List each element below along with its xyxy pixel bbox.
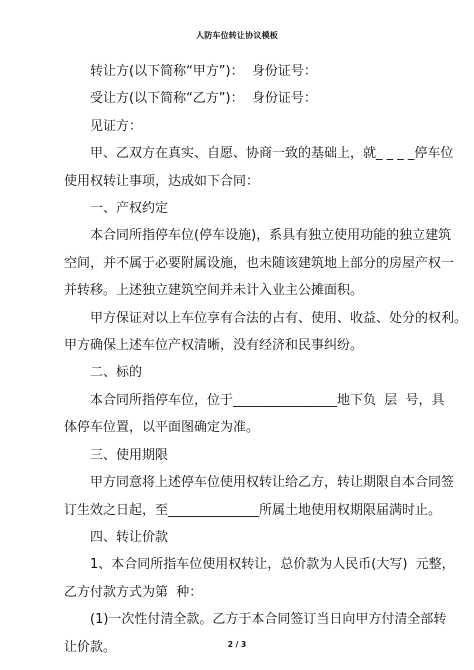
ownership-line-3: 并转移。上述独立建筑空间并未计入业主公摊面积。 [64, 283, 364, 299]
section-heading-price: 四、转让价款 [90, 529, 169, 545]
preamble-line-2: 使用权转让事项，达成如下合同： [64, 173, 260, 189]
page-number: 2 / 3 [227, 640, 247, 649]
subject-line-2: 体停车位置，以平面图确定为准。 [64, 420, 260, 436]
section-heading-term: 三、使用期限 [90, 447, 169, 463]
transferee-line: 受让方(以下简称“乙方”)： 身份证号： [90, 91, 317, 107]
section-heading-ownership: 一、产权约定 [90, 201, 169, 217]
term-line-1: 甲方同意将上述停车位使用权转让给乙方，转让期限自本合同签 [90, 475, 455, 491]
price-line-1: 1、本合同所指车位使用权转让，总价款为人民币(大写) 元整， [90, 557, 455, 573]
ownership-guarantee-line-1: 甲方保证对以上车位享有合法的占有、使用、收益、处分的权利。 [90, 310, 468, 326]
document-body [64, 58, 468, 661]
witness-line: 见证方： [90, 118, 143, 134]
term-line-2: 订生效之日起，至______________所属土地使用权期限届满时止。 [64, 502, 442, 518]
section-heading-subject: 二、标的 [90, 365, 143, 381]
price-line-2: 乙方付款方式为第 种： [64, 584, 203, 600]
preamble-line-1: 甲、乙双方在真实、自愿、协商一致的基础上，就_ _ _ _停车位 [90, 146, 454, 162]
ownership-line-1: 本合同所指停车位(停车设施)，系具有独立使用功能的独立建筑 [90, 228, 452, 244]
ownership-guarantee-line-2: 甲方确保上述车位产权清晰，没有经济和民事纠纷。 [64, 338, 364, 354]
payment-option-line-1: (1)一次性付清全款。乙方于本合同签订当日向甲方付清全部转 [90, 612, 447, 628]
transferor-line: 转让方(以下简称“甲方”)： 身份证号： [90, 64, 317, 79]
subject-line-1: 本合同所指停车位，位于________________地下负 层 号，具 [90, 392, 445, 408]
document-title: 人防车位转让协议模板 [196, 31, 278, 40]
ownership-line-2: 空间，并不属于必要附属设施，也未随该建筑地上部分的房屋产权一 [64, 255, 455, 271]
payment-option-line-2: 让价款。 [64, 639, 117, 655]
